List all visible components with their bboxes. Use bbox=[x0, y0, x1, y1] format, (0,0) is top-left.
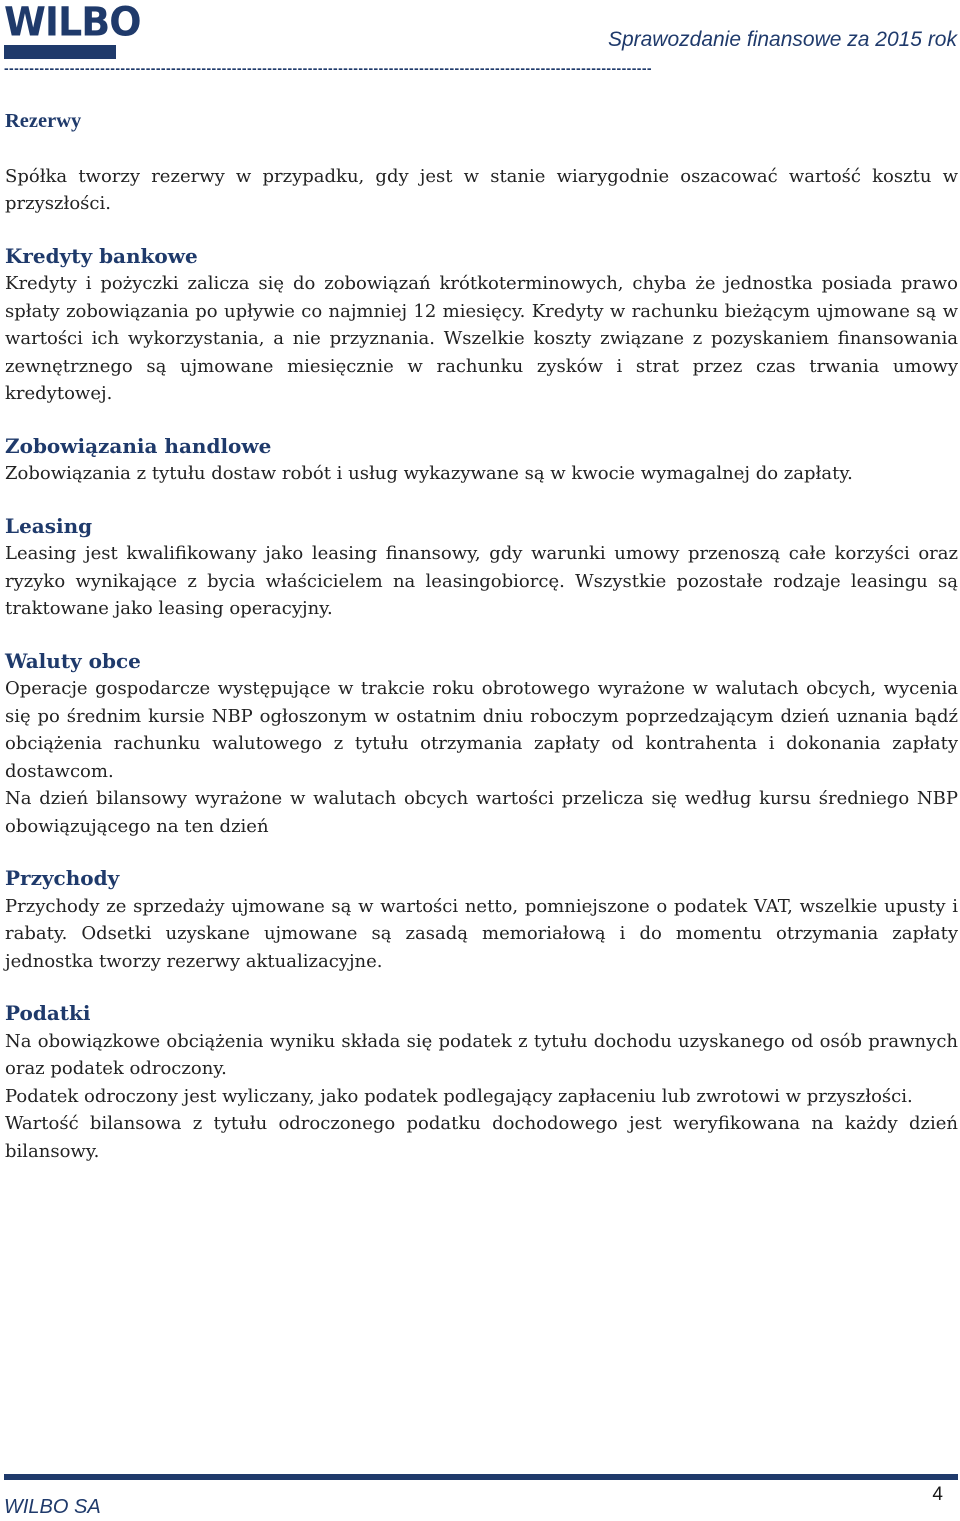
section-leasing bbox=[5, 513, 958, 623]
paragraph-podatki-3: Wartość bilansowa z tytułu odroczonego podatku dochodowego jest weryfikowana na każdy dzień bilansowy. bbox=[5, 1113, 958, 1162]
paragraph-przychody: Przychody ze sprzedaży ujmowane są w wartości netto, pomniejszone o podatek VAT, wszelkie upusty i rabaty. Odsetki uzyskane ujmowane są zasadą memoriałową i do momentu otrzymania zapłaty jednostka tworzy rezerwy aktualizacyjne. bbox=[5, 895, 958, 972]
footer-company: WILBO SA bbox=[4, 1496, 101, 1518]
page-number: 4 bbox=[932, 1484, 943, 1505]
footer-rule bbox=[4, 1474, 958, 1480]
header-dashed-rule: -------------------------------------------------------------------------------------------------------------------------------- bbox=[4, 60, 652, 76]
paragraph-zobowiazania: Zobowiązania z tytułu dostaw robót i usług wykazywane są w kwocie wymagalnej do zapłaty. bbox=[5, 463, 853, 484]
heading-leasing: Leasing bbox=[5, 513, 93, 538]
paragraph-kredyty: Kredyty i pożyczki zalicza się do zobowiązań krótkoterminowych, chyba że jednostka posiada prawo spłaty zobowiązania po upływie co najmniej 12 miesięcy. Kredyty w rachunku bieżącym ujmowane są w wartości ich wykorzystania, a nie przyznania. Wszelkie koszty związane z pozyskaniem finansowania zewnętrznego są ujmowane miesięcznie w rachunku zysków i strat przez czas trwania umowy kredytowej. bbox=[5, 273, 958, 404]
page-header bbox=[0, 0, 960, 80]
heading-podatki: Podatki bbox=[5, 1001, 91, 1025]
paragraph-leasing: Leasing jest kwalifikowany jako leasing finansowy, gdy warunki umowy przenoszą całe korzyści oraz ryzyko wynikające z bycia właścicielem na leasingobiorcę. Wszystkie pozostałe rodzaje leasingu są traktowane jako leasing operacyjny. bbox=[5, 543, 958, 619]
logo-underline bbox=[4, 45, 116, 59]
heading-waluty: Waluty obce bbox=[5, 648, 141, 673]
paragraph-podatki-1: Na obowiązkowe obciążenia wyniku składa się podatek z tytułu dochodu uzyskanego od osób prawnych oraz podatek odroczony. bbox=[5, 1030, 958, 1079]
section-rezerwy bbox=[5, 108, 958, 218]
heading-przychody: Przychody bbox=[5, 866, 120, 890]
paragraph-rezerwy: Spółka tworzy rezerwy w przypadku, gdy jest w stanie wiarygodnie oszacować wartość kosztu w przyszłości. bbox=[5, 165, 958, 214]
paragraph-waluty-2: Na dzień bilansowy wyrażone w walutach obcych wartości przelicza się według kursu średniego NBP obowiązującego na ten dzień bbox=[5, 788, 958, 837]
report-title: Sprawozdanie finansowe za 2015 rok bbox=[607, 28, 957, 51]
paragraph-podatki-2: Podatek odroczony jest wyliczany, jako podatek podlegający zapłaceniu lub zwrotowi w przyszłości. bbox=[5, 1085, 913, 1107]
section-kredyty bbox=[5, 243, 958, 408]
heading-zobowiazania: Zobowiązania handlowe bbox=[5, 433, 272, 458]
company-logo: WILBO bbox=[4, 0, 141, 46]
heading-kredyty: Kredyty bankowe bbox=[5, 243, 198, 268]
heading-rezerwy: Rezerwy bbox=[5, 110, 82, 132]
section-przychody bbox=[5, 865, 958, 975]
document-body bbox=[5, 108, 958, 1165]
section-zobowiazania bbox=[5, 433, 958, 488]
section-waluty bbox=[5, 648, 958, 841]
section-podatki bbox=[5, 1000, 958, 1165]
paragraph-waluty-1: Operacje gospodarcze występujące w trakcie roku obrotowego wyrażone w walutach obcych, wycenia się po średnim kursie NBP ogłoszonym w ostatnim dniu roboczym poprzedzającym dzień uznania bądź obciążenia rachunku walutowego z tytułu otrzymania zapłaty od kontrahenta i dokonania zapłaty dostawcom. bbox=[5, 678, 958, 782]
